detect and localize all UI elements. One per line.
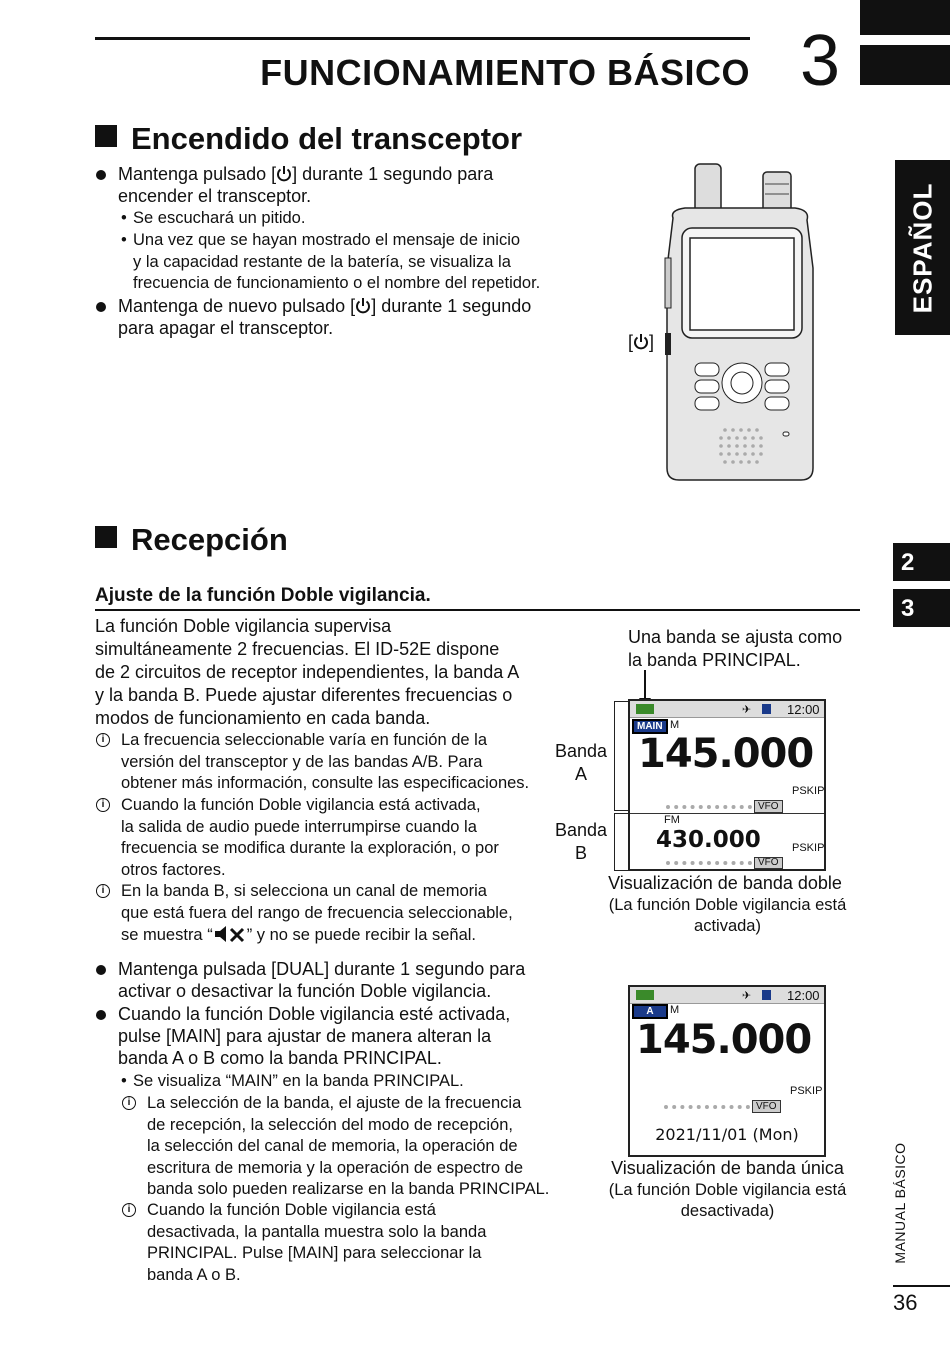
- info-note-frequency: i La frecuencia seleccionable varía en función de la versión del transceptor y de las bandas A/B. Para obtener más información, consulte las especificaciones.: [121, 730, 561, 795]
- transceiver-illustration: [655, 158, 825, 488]
- info-icon: i: [122, 1203, 136, 1217]
- dual-caption-note: (La función Doble vigilancia está activada): [608, 896, 847, 935]
- frequency: 145.000: [636, 1017, 812, 1063]
- manual-label: MANUAL BÁSICO: [892, 1141, 908, 1264]
- chapter-title: FUNCIONAMIENTO BÁSICO: [260, 52, 750, 93]
- speaker-mute-icon: [213, 924, 247, 944]
- pskip-b: PSKIP: [792, 842, 825, 854]
- info-note-audio: i Cuando la función Doble vigilancia está activada, la salida de audio puede interrumpirse cuando la frecuencia se modifica durante la exploración, o por otros factores.: [121, 795, 561, 881]
- power-on-note-2: • Una vez que se hayan mostrado el mensaje de inicio y la capacidad restante de la batería, se visualiza la frecuencia de funcionamiento o el nombre del repetidor.: [133, 230, 540, 295]
- band-a-badge: A: [632, 1004, 668, 1019]
- square-bullet-icon: [95, 526, 117, 548]
- main-band-callout: Una banda se ajusta como la banda PRINCIPAL.: [628, 627, 843, 670]
- lcd-dual-band: [628, 699, 826, 871]
- mode: M: [670, 1004, 680, 1016]
- section-tab-2[interactable]: 2: [893, 543, 950, 581]
- square-bullet-icon: [95, 125, 117, 147]
- info-icon: i: [96, 884, 110, 898]
- pskip-a: PSKIP: [792, 785, 825, 797]
- chapter-number: 3: [800, 21, 841, 101]
- vfo: VFO: [752, 1100, 781, 1113]
- section-title-reception: Recepción: [95, 522, 288, 558]
- power-icon: [276, 165, 292, 183]
- subsection-rule: [95, 609, 860, 611]
- single-caption-note: (La función Doble vigilancia está desactivada): [608, 1181, 847, 1220]
- date-display: 2021/11/01 (Mon): [655, 1125, 799, 1144]
- s-meter-a: [666, 805, 752, 813]
- power-on-bullet: Mantenga pulsado [ ] durante 1 segundo para encender el transceptor.: [118, 163, 588, 207]
- gps-icon: ✈: [742, 990, 752, 1002]
- power-on-note-1: • Se escuchará un pitido.: [133, 208, 305, 230]
- section-title-power: Encendido del transceptor: [95, 121, 522, 157]
- info-note-single-band: i Cuando la función Doble vigilancia está desactivada, la pantalla muestra solo la banda PRINCIPAL. Pulse [MAIN] para seleccionar la banda A o B.: [147, 1200, 577, 1286]
- section-tab-3[interactable]: 3: [893, 589, 950, 627]
- battery-icon: [636, 990, 654, 1000]
- vfo-b: VFO: [754, 857, 783, 869]
- clock-time: 12:00: [787, 988, 820, 1003]
- dual-caption-title: Visualización de banda doble: [608, 873, 842, 893]
- main-bullet: Cuando la función Doble vigilancia esté activada, pulse [MAIN] para ajustar de manera alteran la banda A o B como la banda PRINCIPAL.: [118, 1003, 578, 1069]
- power-icon: [633, 333, 649, 351]
- band-b-bracket: [614, 813, 629, 871]
- clock-time: 12:00: [787, 702, 820, 717]
- vfo-a: VFO: [754, 800, 783, 813]
- frequency-b: 430.000: [656, 827, 761, 853]
- sd-card-icon: [762, 704, 771, 714]
- footer-rule: [893, 1285, 950, 1287]
- info-icon: i: [96, 733, 110, 747]
- header-rule: [95, 37, 750, 40]
- lcd-single-band: [628, 985, 826, 1157]
- s-meter-b: [666, 861, 752, 869]
- power-icon: [355, 297, 371, 315]
- band-a-bracket: [614, 701, 629, 811]
- chapter-tab-bottom: [860, 45, 950, 85]
- dual-bullet: Mantenga pulsada [DUAL] durante 1 segundo para activar o desactivar la función Doble vigilancia.: [118, 958, 578, 1002]
- band-a-label: Banda A: [554, 741, 608, 784]
- page-number: 36: [893, 1290, 918, 1315]
- power-off-bullet: Mantenga de nuevo pulsado [ ] durante 1 segundo para apagar el transceptor.: [118, 295, 588, 339]
- info-note-memory: i En la banda B, si selecciona un canal de memoria que está fuera del rango de frecuencia seleccionable, se muestra “ ” y no se puede recibir la señal.: [121, 881, 561, 947]
- frequency-a: 145.000: [638, 731, 814, 777]
- subsection-heading: Ajuste de la función Doble vigilancia.: [95, 585, 431, 606]
- s-meter: [664, 1105, 750, 1113]
- main-note: • Se visualiza “MAIN” en la banda PRINCIPAL.: [133, 1071, 464, 1093]
- pskip: PSKIP: [790, 1085, 823, 1097]
- battery-icon: [636, 704, 654, 714]
- band-divider: [630, 813, 824, 814]
- info-note-main-band: i La selección de la banda, el ajuste de la frecuencia de recepción, la selección del modo de recepción, la selección del canal de memoria, la operación de escritura de memoria y la operación de espectro de banda solo pueden realizarse en la banda PRINCIPAL.: [147, 1093, 577, 1201]
- language-tab: ESPAÑOL: [895, 160, 950, 335]
- single-caption-title: Visualización de banda única: [611, 1158, 844, 1178]
- gps-icon: ✈: [742, 704, 752, 716]
- chapter-tab-top: [860, 0, 950, 35]
- sd-card-icon: [762, 990, 771, 1000]
- info-icon: i: [122, 1096, 136, 1110]
- main-badge: MAIN: [632, 719, 668, 734]
- mode-b: FM: [664, 814, 680, 826]
- power-key-label: [ ]: [628, 332, 655, 352]
- mode-a: M: [670, 719, 680, 731]
- info-icon: i: [96, 798, 110, 812]
- intro-paragraph: La función Doble vigilancia supervisa simultáneamente 2 frecuencias. El ID-52E dispone de 2 circuitos de receptor independientes, la banda A y la banda B. Puede ajustar diferentes frecuencias o modos de funcionamiento en cada banda.: [95, 616, 520, 728]
- band-b-label: Banda B: [554, 820, 608, 863]
